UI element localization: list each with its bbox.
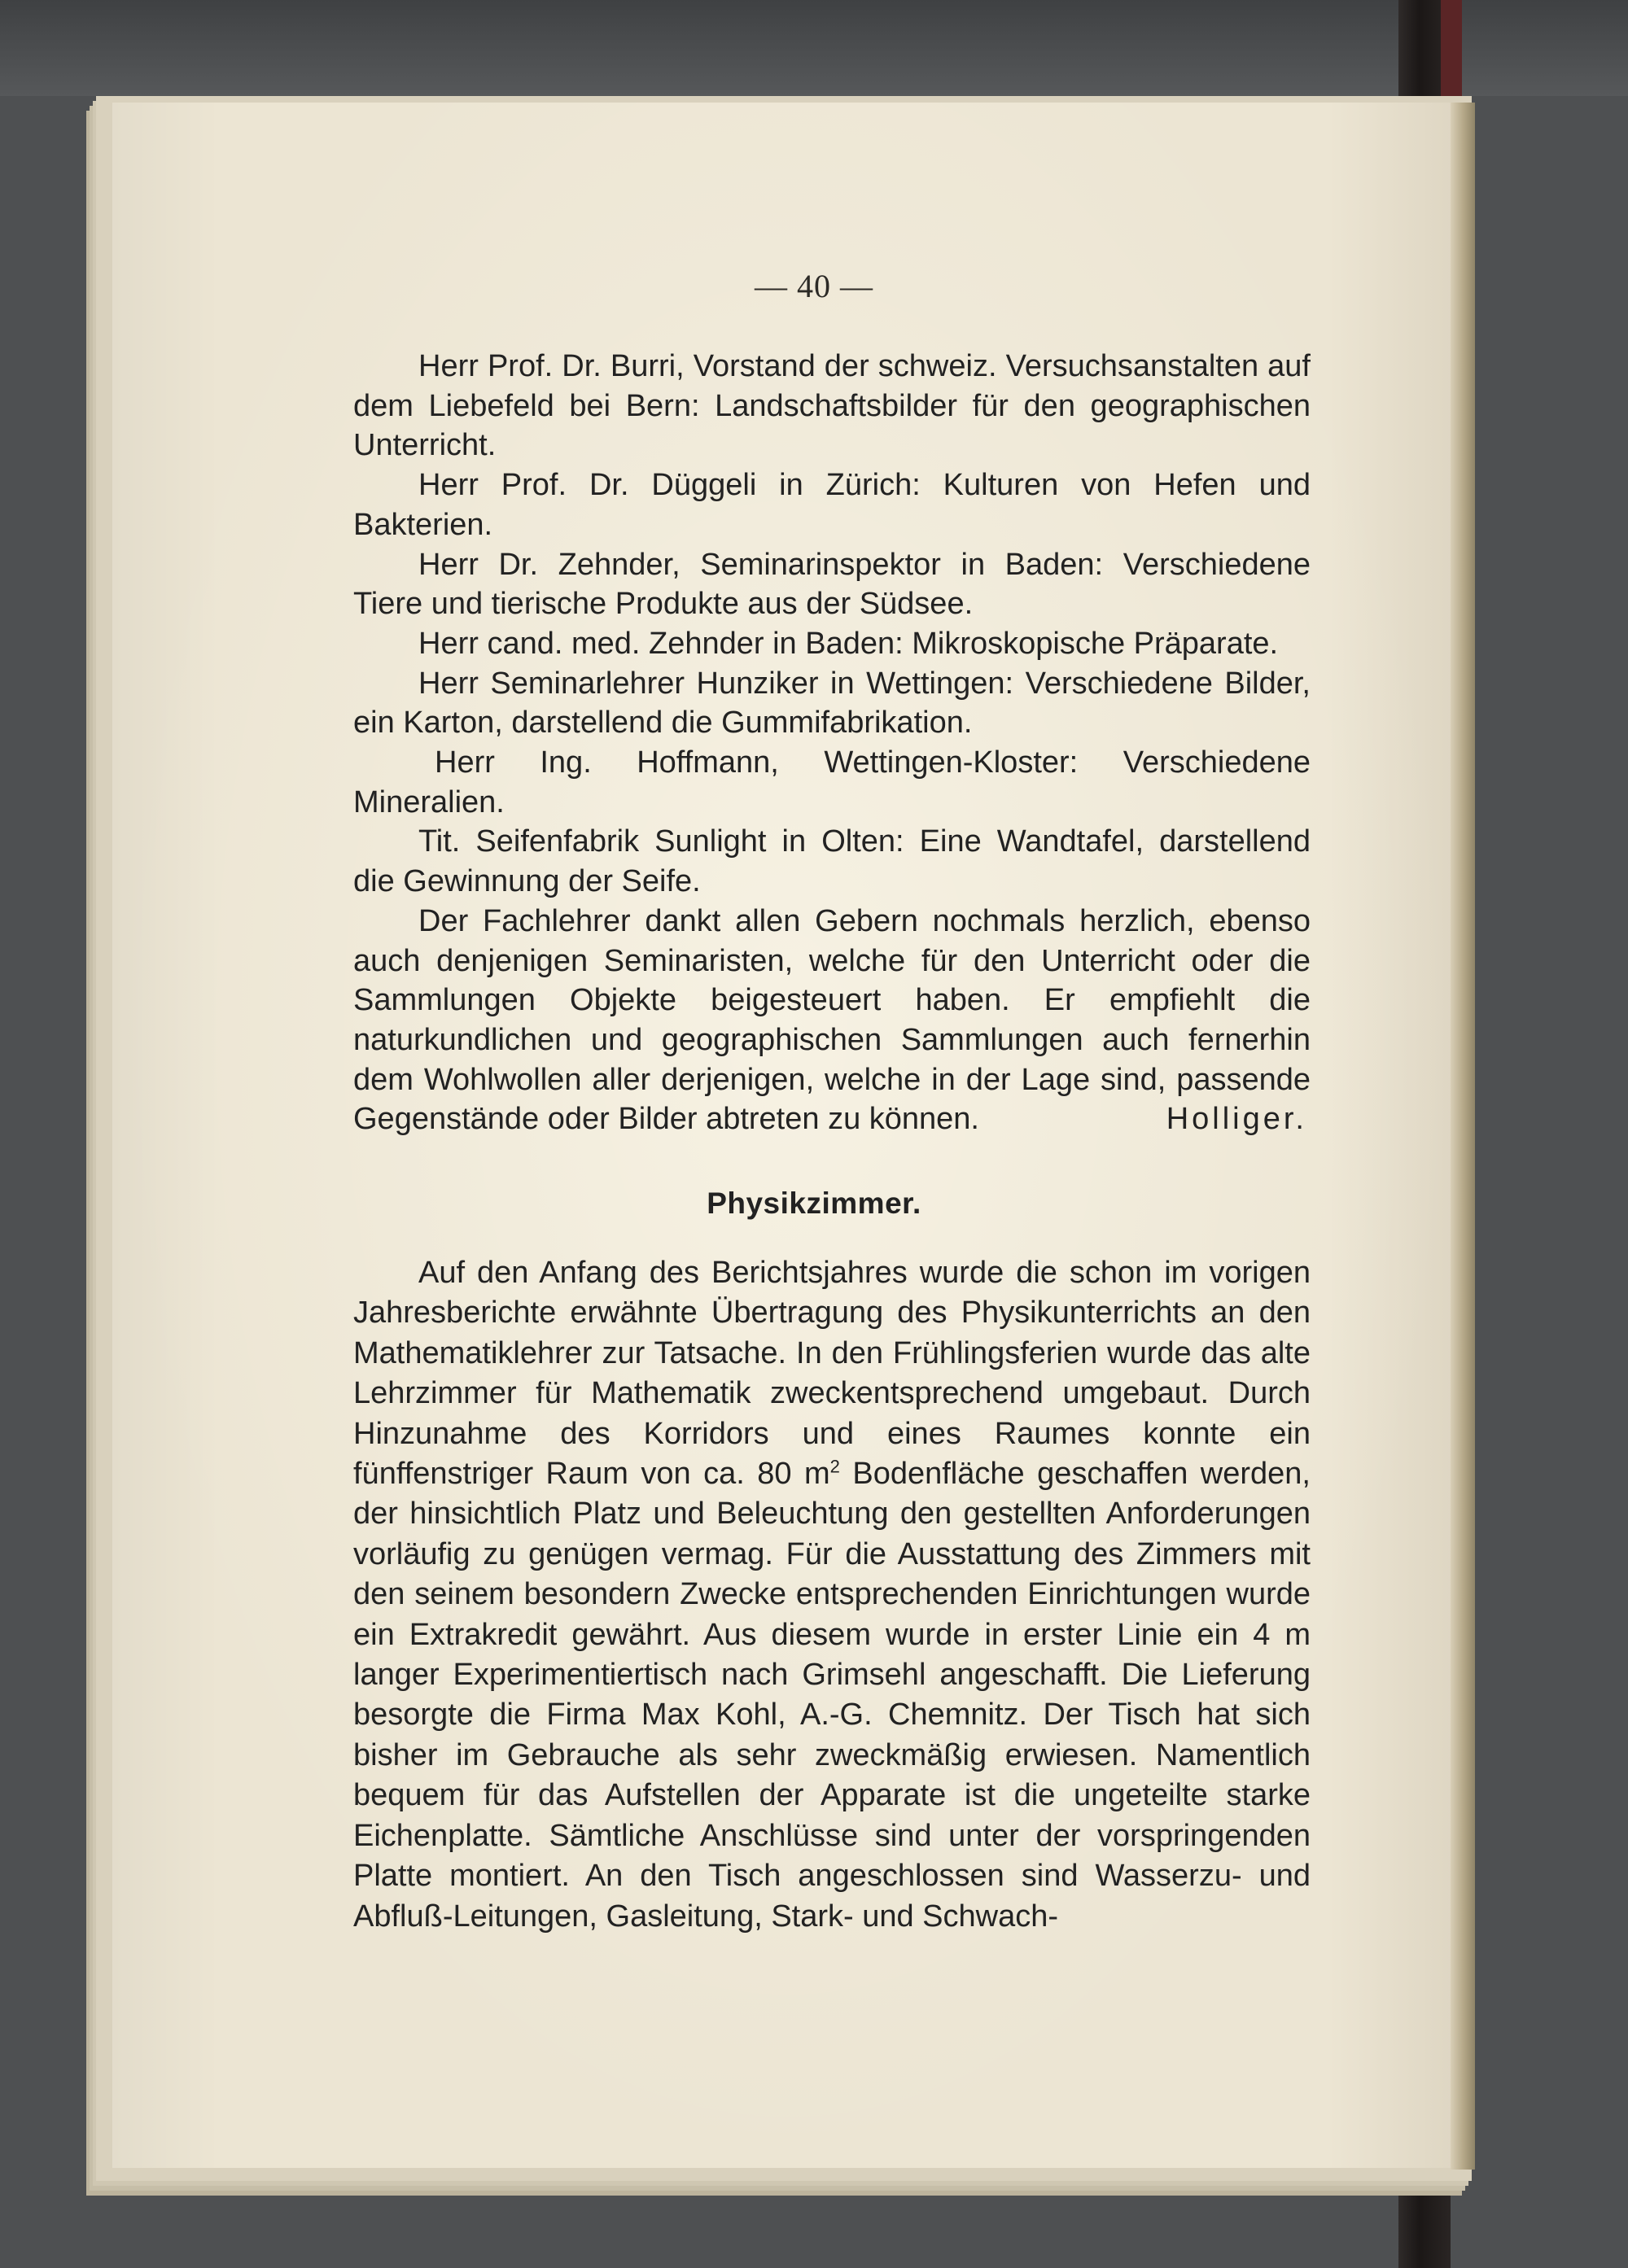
scan-background	[0, 0, 1628, 96]
donation-entry: Tit. Seifenfabrik Sunlight in Olten: Eine Wandtafel, darstellend die Gewinnung der Seife.	[353, 824, 1311, 899]
section-heading: Physikzimmer.	[707, 1186, 921, 1220]
author-signature: Holliger.	[1166, 1102, 1307, 1137]
donation-entry: Herr Ing. Hoffmann, Wettingen-Kloster: Verschiedene Mineralien.	[353, 745, 1311, 819]
closing-paragraph	[353, 902, 1311, 1139]
donation-entry: Herr cand. med. Zehnder in Baden: Mikroskopische Präparate.	[418, 626, 1279, 661]
section-text-part2: Bodenfläche geschaffen werden, der hinsichtlich Platz und Beleuchtung den gestellten Anforderungen vorläufig zu genügen vermag. Für die Ausstattung des Zimmers mit den seinem besondern Zwecke entsprechenden Einrichtungen wurde ein Extrakredit gewährt. Aus diesem wurde in erster Linie ein 4 m langer Experimentiertisch nach Grimsehl angeschafft. Die Lieferung besorgte die Firma Max Kohl, A.-G. Chemnitz. Der Tisch hat sich bisher im Gebrauche als sehr zweckmäßig erwiesen. Namentlich bequem für das Aufstellen der Apparate ist die ungeteilte starke Eichenplatte. Sämtliche Anschlüsse sind unter der vorspringenden Platte montiert. An den Tisch angeschlossen sind Wasserzu- und Abfluß-Leitungen, Gasleitung, Stark- und Schwach-	[353, 1457, 1311, 1934]
donation-entry: Herr Dr. Zehnder, Seminarinspektor in Baden: Verschiedene Tiere und tierische Produkte aus der Südsee.	[353, 547, 1311, 622]
section-paragraph	[353, 1253, 1311, 1937]
closing-text: Der Fachlehrer dankt allen Gebern nochmals herzlich, ebenso auch denjenigen Seminaristen, welche für den Unterricht oder die Sammlungen Objekte beigesteuert haben. Er empfiehlt die naturkundlichen und geographischen Sammlungen auch fernerhin dem Wohlwollen aller derjenigen, welche in der Lage sind, passende Gegenstände oder Bilder abtreten zu können.	[353, 903, 1311, 1137]
donation-entry: Herr Prof. Dr. Düggeli in Zürich: Kulturen von Hefen und Bakterien.	[353, 468, 1311, 542]
page-number: — 40 —	[755, 268, 873, 304]
donation-entry: Herr Prof. Dr. Burri, Vorstand der schweiz. Versuchsanstalten auf dem Liebefeld bei Bern: Landschaftsbilder für den geographischen Unterricht.	[353, 349, 1311, 463]
page-gutter	[1451, 103, 1475, 2170]
section-text-part1: Auf den Anfang des Berichtsjahres wurde die schon im vorigen Jahresberichte erwähnte Übertragung des Physikunterrichts an den Mathematiklehrer zur Tatsache. In den Frühlingsferien wurde das alte Lehrzimmer für Mathematik zweckentsprechend umgebaut. Durch Hinzunahme des Korridors und eines Raumes konnte ein fünffenstriger Raum von ca. 80 m	[353, 1256, 1311, 1492]
superscript-2: 2	[829, 1456, 840, 1477]
donation-entry: Herr Seminarlehrer Hunziker in Wettingen: Verschiedene Bilder, ein Karton, darstellend die Gummifabrikation.	[353, 666, 1311, 741]
section-body	[353, 1253, 1311, 1937]
donations-list	[353, 347, 1311, 1139]
